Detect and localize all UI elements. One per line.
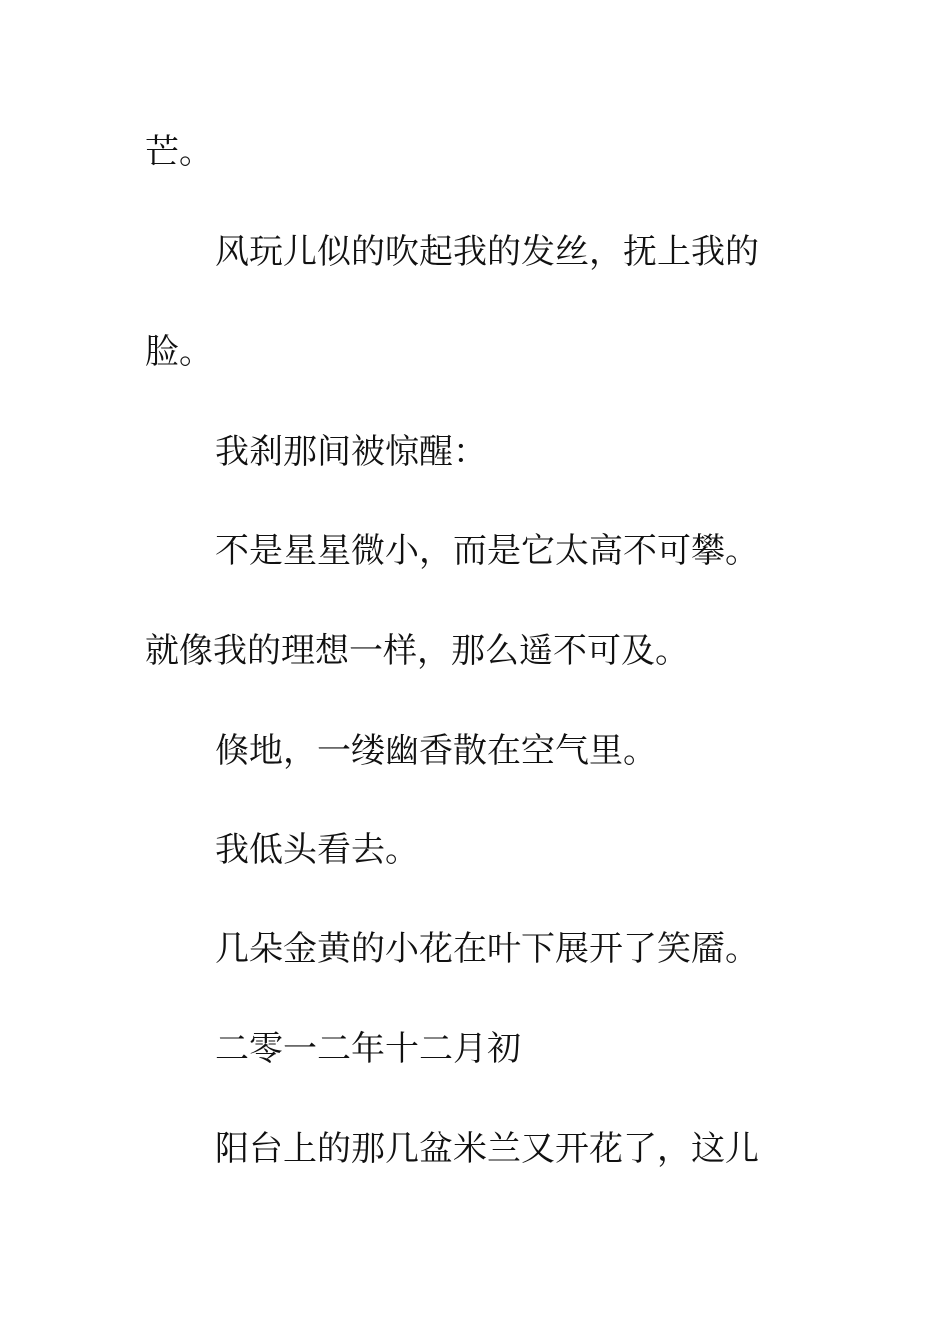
- text-line-4: 我刹那间被惊醒：: [215, 432, 487, 472]
- text-line-9: 几朵金黄的小花在叶下展开了笑靥。: [215, 929, 759, 969]
- text-line-3: 脸。: [145, 332, 213, 372]
- text-line-10: 二零一二年十二月初: [215, 1029, 521, 1069]
- text-line-6: 就像我的理想一样，那么遥不可及。: [145, 631, 689, 671]
- text-line-7: 倏地，一缕幽香散在空气里。: [215, 731, 657, 771]
- text-line-8: 我低头看去。: [215, 830, 419, 870]
- text-line-11: 阳台上的那几盆米兰又开花了，这儿: [215, 1129, 759, 1169]
- text-line-1: 芒。: [145, 132, 213, 172]
- text-line-2: 风玩儿似的吹起我的发丝，抚上我的: [215, 232, 759, 272]
- text-line-5: 不是星星微小，而是它太高不可攀。: [215, 531, 759, 571]
